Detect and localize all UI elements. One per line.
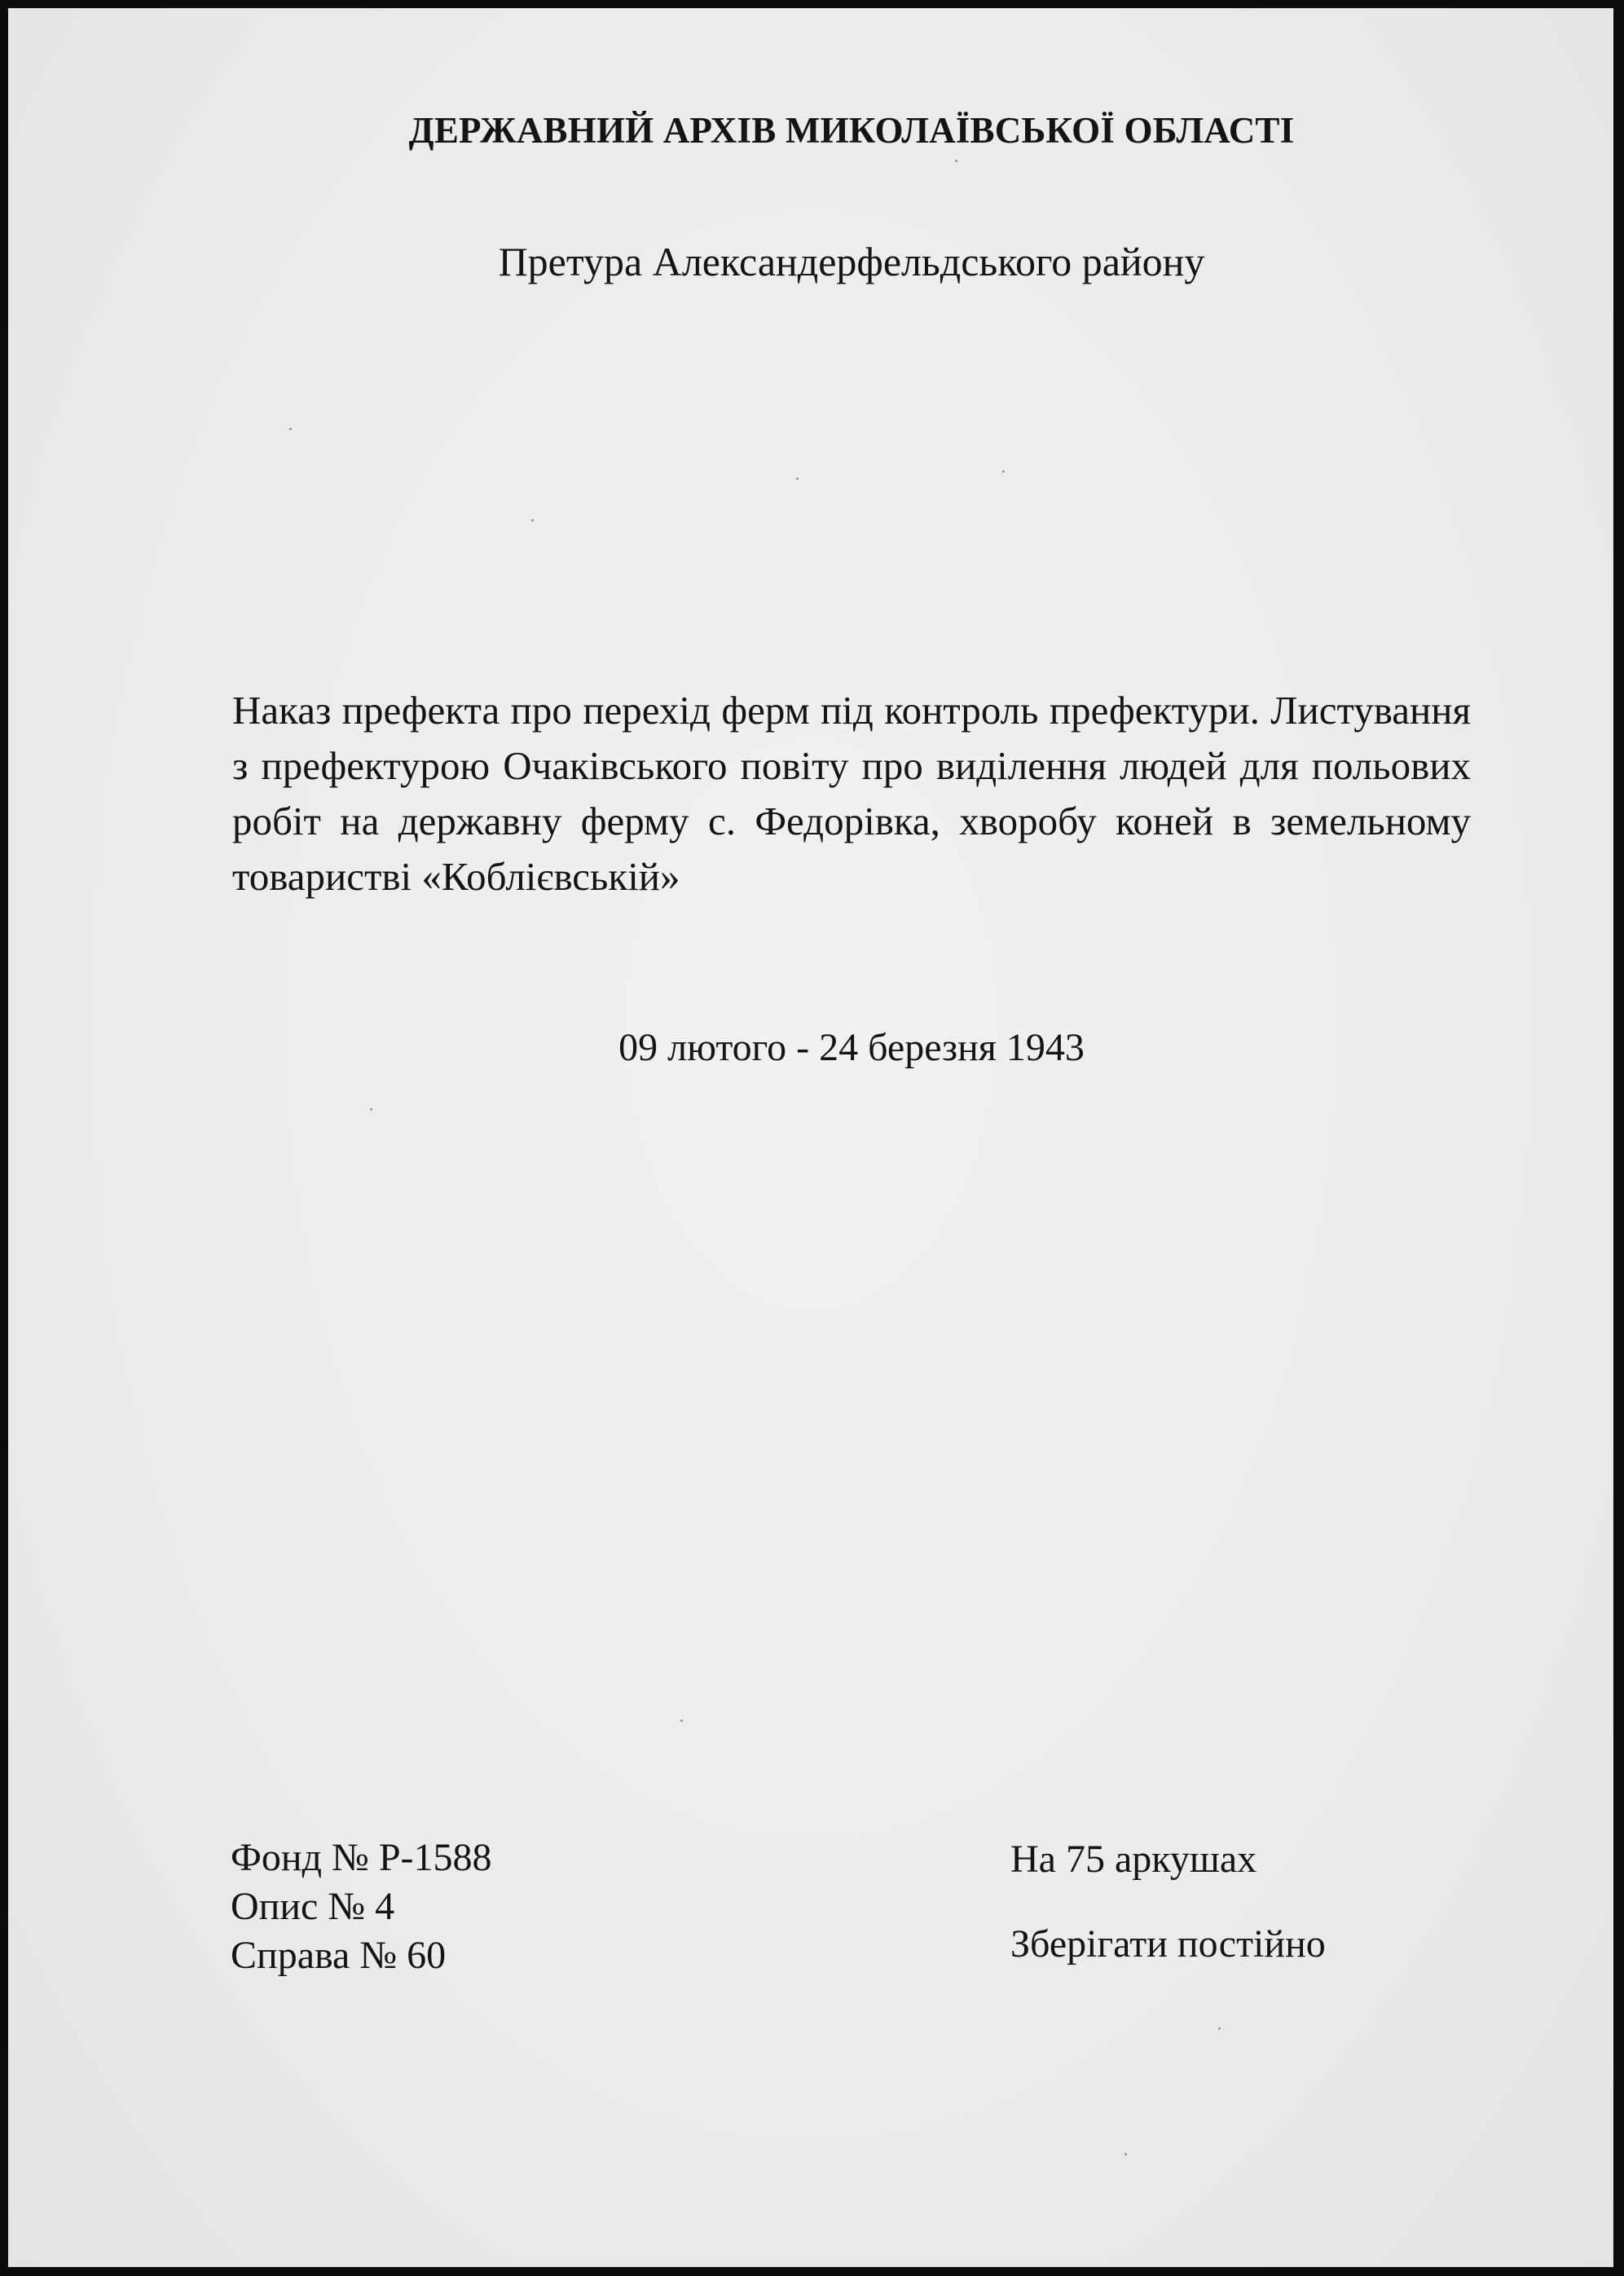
date-range: 09 лютого - 24 березня 1943 <box>618 1026 1085 1069</box>
paper-speck <box>955 160 957 162</box>
file-description: Наказ префекта про перехід ферм під контроль префектури. Листування з префектурою Очаківського повіту про виділення людей для польових робіт на державну ферму с. Федорівка, хворобу коней в земельному товаристві «Коблієвській» <box>232 688 1471 899</box>
sheet-count: На 75 аркушах <box>1010 1838 1257 1881</box>
paper-speck <box>680 1719 683 1722</box>
archive-name-heading: ДЕРЖАВНИЙ АРХІВ МИКОЛАЇВСЬКОЇ ОБЛАСТІ <box>408 110 1295 151</box>
fond-creator-title: Претура Александерфельдського району <box>498 239 1205 284</box>
retention-note: Зберігати постійно <box>1010 1922 1326 1966</box>
opys-number: Опис № 4 <box>231 1885 395 1928</box>
sprava-number: Справа № 60 <box>231 1934 447 1977</box>
paper-speck <box>1124 2153 1127 2155</box>
paper-speck <box>1002 470 1005 473</box>
fond-number: Фонд № Р-1588 <box>231 1836 492 1879</box>
paper-speck <box>370 1108 372 1111</box>
archive-cover-page <box>8 8 1613 2267</box>
paper-speck <box>796 478 799 480</box>
paper-speck <box>531 519 534 522</box>
paper-speck <box>1218 2027 1221 2030</box>
paper-speck <box>289 428 292 430</box>
archive-references <box>231 1834 492 1980</box>
